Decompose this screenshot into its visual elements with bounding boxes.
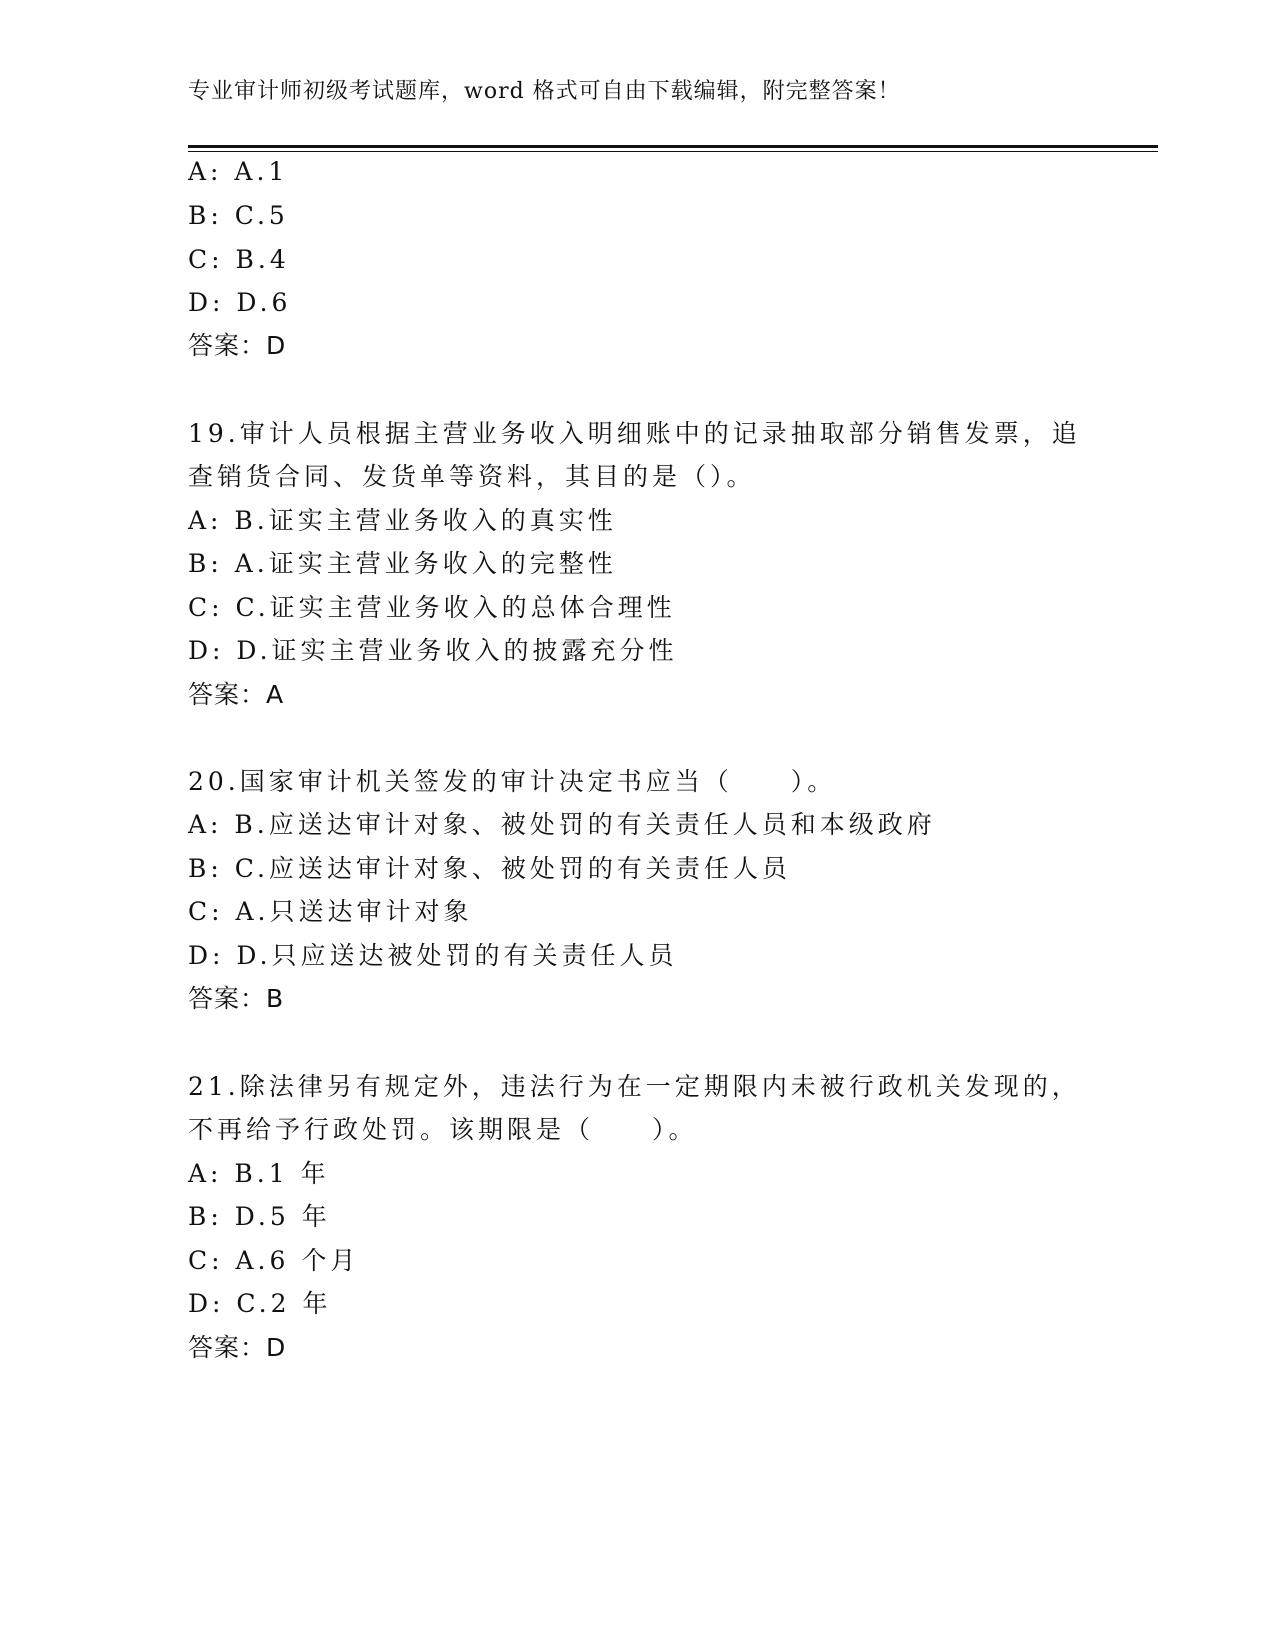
option-a: A: B.应送达审计对象、被处罚的有关责任人员和本级政府 — [188, 810, 936, 839]
option-b: B: C.应送达审计对象、被处罚的有关责任人员 — [188, 854, 791, 883]
option-d: D: D.只应送达被处罚的有关责任人员 — [188, 941, 678, 970]
answer-label: 答案：D — [188, 1333, 287, 1362]
answer-label: 答案：B — [188, 984, 285, 1013]
option-d: D: D.证实主营业务收入的披露充分性 — [188, 636, 678, 665]
answer-label: 答案：D — [188, 331, 287, 360]
option-a: A: B.证实主营业务收入的真实性 — [188, 506, 617, 535]
option-a: A: A.1 — [188, 157, 289, 186]
option-c: C: B.4 — [188, 245, 290, 274]
header-divider-thin — [188, 151, 1158, 152]
option-b: B: C.5 — [188, 201, 289, 230]
document-page — [188, 0, 1158, 1650]
option-c: C: C.证实主营业务收入的总体合理性 — [188, 593, 676, 622]
header-divider-thick — [188, 145, 1158, 148]
option-a: A: B.1 年 — [188, 1159, 330, 1188]
option-c: C: A.6 个月 — [188, 1246, 360, 1275]
question-text-continued: 不再给予行政处罚。该期限是（ ）。 — [188, 1115, 698, 1144]
option-c: C: A.只送达审计对象 — [188, 897, 473, 926]
question-text: 20.国家审计机关签发的审计决定书应当（ ）。 — [188, 767, 837, 796]
option-b: B: A.证实主营业务收入的完整性 — [188, 549, 617, 578]
question-text: 19.审计人员根据主营业务收入明细账中的记录抽取部分销售发票，追 — [188, 419, 1081, 448]
answer-label: 答案：A — [188, 680, 285, 709]
page-header: 专业审计师初级考试题库，word 格式可自由下载编辑，附完整答案！ — [188, 79, 901, 104]
option-d: D: D.6 — [188, 288, 292, 317]
option-d: D: C.2 年 — [188, 1289, 332, 1318]
question-text-continued: 查销货合同、发货单等资料，其目的是（）。 — [188, 462, 756, 491]
question-text: 21.除法律另有规定外，违法行为在一定期限内未被行政机关发现的， — [188, 1072, 1081, 1101]
option-b: B: D.5 年 — [188, 1202, 331, 1231]
